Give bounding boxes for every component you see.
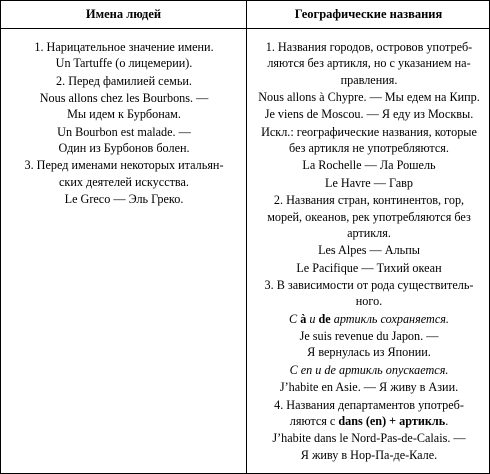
column-geographic-names [251,39,487,464]
text-line: Nous allons à Chypre. — Мы едем на Кипр. [258,89,480,104]
rule-suffix: . [445,413,449,428]
text-line: 3. Перед именами некоторых итальян- [24,158,224,173]
text-line: Мы идем к Бурбонам. [67,107,181,122]
paragraph [251,277,487,310]
rule-departments [251,397,487,430]
paragraph [251,157,487,173]
paragraph [7,39,241,72]
text-line: Искл.: географические названия, которые [261,124,477,139]
rule-prefix: С [289,311,301,326]
column-divider [246,1,247,473]
paragraph [251,175,487,191]
paragraph [251,192,487,241]
text-line: Я вернулась из Японии. [307,345,431,360]
text-line: La Rochelle — Ла Рошель [302,158,436,173]
paragraph [251,106,487,122]
text-line: Un Tartuffe (о лицемерии). [55,56,193,71]
rule-article-omitted [251,362,487,378]
paragraph [7,191,241,207]
text-line: 1. Названия городов, островов употреб- [265,40,473,54]
paragraph [251,242,487,258]
text-line: J’habite dans le Nord-Pas-de-Calais. — [272,431,466,446]
paragraph [251,260,487,276]
text-line: Un Bourbon est malade. — [57,124,191,139]
text-line: артикля. [347,225,391,240]
header-geographic-names: Географические названия [294,7,443,22]
rule-suffix: артикль сохраняется. [330,311,449,326]
paragraph [7,73,241,89]
column-people-names [7,39,241,209]
paragraph [251,89,487,105]
paragraph [7,124,241,157]
paragraph [251,430,487,463]
rule-mid: и [306,311,319,326]
text-line: Je viens de Moscou. — Я еду из Москвы. [264,107,474,122]
paragraph [7,157,241,190]
text-line: Nous allons chez les Bourbons. — [39,91,209,106]
text-line: J’habite en Asie. — Я живу в Азии. [279,380,459,395]
header-divider [1,28,489,29]
text-line: 1. Нарицательное значение имени. [34,40,214,54]
text-line: Le Greco — Эль Греко. [64,192,184,207]
text-line: Je suis revenue du Japon. — [299,329,439,344]
text-line: Les Alpes — Альпы [318,243,420,258]
paragraph [251,39,487,88]
paragraph [251,124,487,157]
text-line: Я живу в Нор-Па-де-Кале. [300,447,438,462]
text-line: правления. [340,72,398,87]
text-line: С en и de артикль опускается. [289,362,449,377]
preposition-a: à [300,311,307,326]
text-line: без артикля не употребляются. [289,141,449,156]
text-line: 2. Перед фамилией семьи. [56,73,192,88]
rule-bold: dans (en) + артикль [338,413,446,428]
text-line: 2. Названия стран, континентов, гор, [273,193,465,208]
paragraph [251,328,487,361]
preposition-de: de [318,311,331,326]
text-line: 4. Названия департаментов употреб- [274,397,464,412]
text-line: Le Havre — Гавр [325,175,413,190]
text-line: 3. В зависимости от рода существитель- [264,278,474,292]
header-people-names: Имена людей [85,7,162,22]
rule-prefix: ляются с [289,413,339,428]
text-line: морей, океанов, рек употребляются без [267,209,471,224]
text-line: ских деятелей искусства. [59,174,189,189]
text-line: Le Pacifique — Тихий океан [296,260,442,275]
text-line: Один из Бурбонов болен. [58,141,190,156]
paragraph [251,379,487,395]
rule-article-kept [251,311,487,327]
paragraph [7,90,241,123]
rule-line [251,311,487,327]
text-line: ного. [355,294,383,309]
rule-line [251,413,487,429]
text-line: ляются без артикля, но с указанием на- [267,56,471,71]
